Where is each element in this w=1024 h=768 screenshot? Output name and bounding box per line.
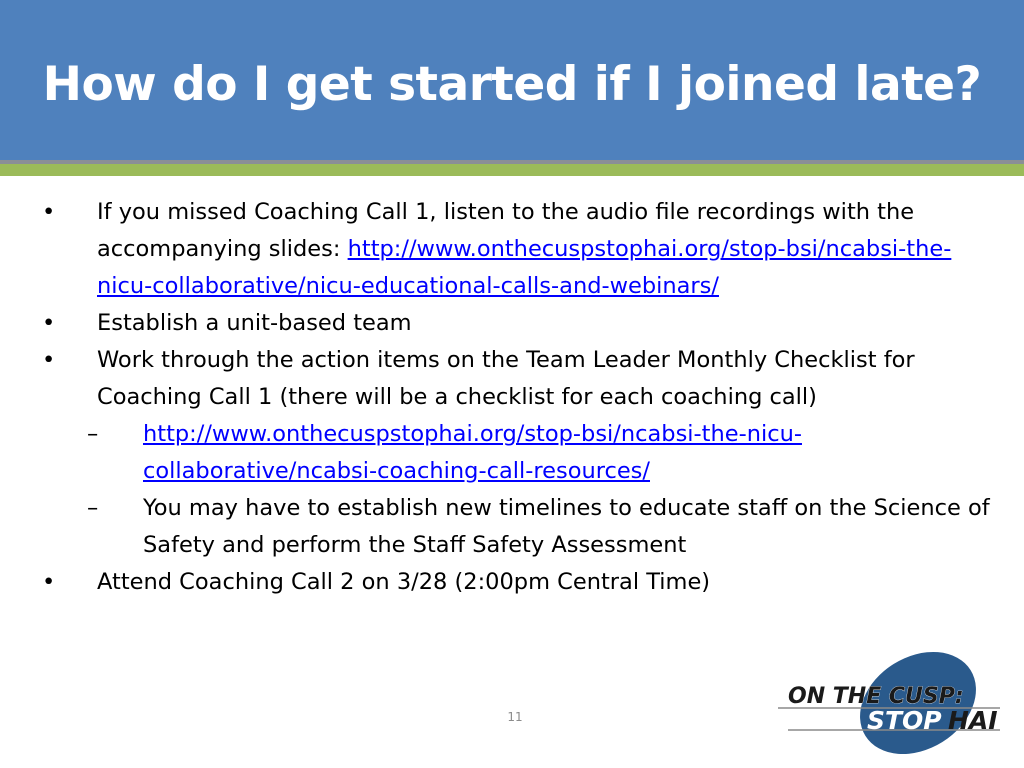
bullet-marker: • bbox=[42, 310, 56, 336]
bullet-item bbox=[0, 194, 987, 305]
bullet-item bbox=[0, 342, 987, 416]
educational-calls-link[interactable]: http://www.onthecuspstophai.org/stop-bsi/ncabsi-the-nicu-collaborative/nicu-educational-calls-and-webinars/ bbox=[97, 236, 952, 299]
dash-marker: – bbox=[87, 495, 99, 521]
dash-marker: – bbox=[87, 421, 99, 447]
bullet-marker: • bbox=[42, 199, 56, 225]
slide-number: 11 bbox=[507, 710, 523, 724]
slide-title: How do I get started if I joined late? bbox=[42, 57, 982, 112]
bullet-text: Attend Coaching Call 2 on 3/28 (2:00pm Central Time) bbox=[97, 569, 711, 595]
logo-text-hai: HAI bbox=[948, 706, 998, 735]
bullet-text: Work through the action items on the Team Leader Monthly Checklist for Coaching Call 1 (there will be a checklist for each coaching call) bbox=[97, 347, 915, 410]
on-the-cusp-logo bbox=[770, 645, 1010, 755]
sub-bullet-item bbox=[0, 490, 993, 564]
bullet-item bbox=[0, 564, 987, 601]
coaching-resources-link[interactable]: http://www.onthecuspstophai.org/stop-bsi/ncabsi-the-nicu-collaborative/ncabsi-coaching-call-resources/ bbox=[143, 421, 802, 484]
sub-bullet-item bbox=[0, 416, 993, 490]
bullet-item bbox=[0, 305, 987, 342]
logo-text-line1: ON THE CUSP: bbox=[788, 684, 964, 709]
bullet-marker: • bbox=[42, 569, 56, 595]
bullet-list bbox=[0, 194, 1024, 601]
bullet-text: Establish a unit-based team bbox=[97, 310, 412, 336]
bullet-text: If you missed Coaching Call 1, listen to the audio file recordings with the accompanying slides: bbox=[97, 199, 915, 262]
accent-stripe bbox=[0, 164, 1024, 176]
logo-text-stop: STOP bbox=[867, 706, 942, 735]
bullet-marker: • bbox=[42, 347, 56, 373]
bullet-text: You may have to establish new timelines to educate staff on the Science of Safety and perform the Staff Safety Assessment bbox=[143, 495, 990, 558]
